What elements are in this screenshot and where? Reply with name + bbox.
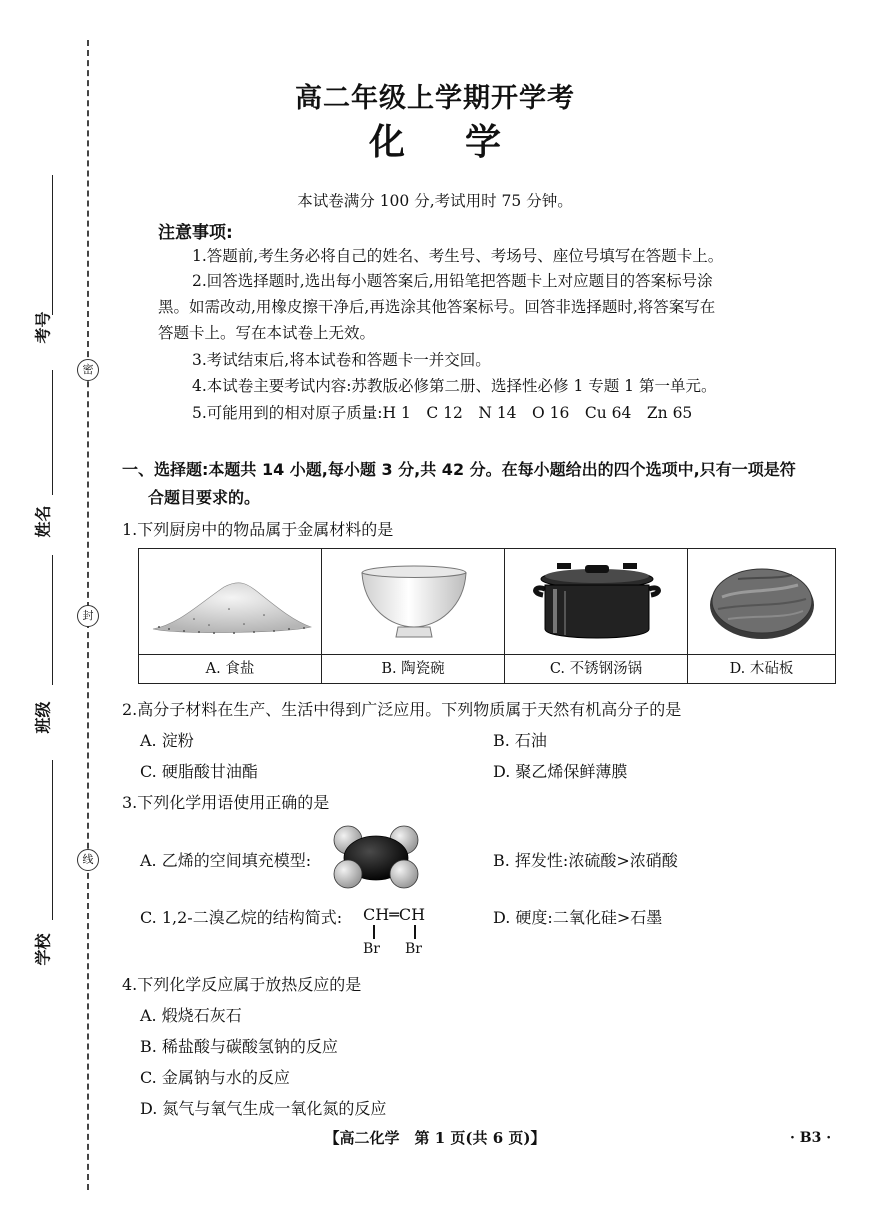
q3-bond-line-left [373,925,375,939]
steel-pot-image [505,549,687,654]
seal-circle-xian: 线 [77,849,99,871]
notice-line-4: 答题卡上。写在本试卷上无效。 [158,324,376,342]
q3-option-c-formula: CH═CH [363,905,426,924]
q2-option-d: D. 聚乙烯保鲜薄膜 [493,762,628,781]
q3-option-a: A. 乙烯的空间填充模型: [140,851,312,870]
q1-image-table [138,548,836,684]
q3-stem: 3.下列化学用语使用正确的是 [122,793,330,812]
page-code: · B3 · [790,1130,832,1146]
q3-option-c-br-left: Br [363,941,380,957]
notice-line-6: 4.本试卷主要考试内容:苏教版必修第二册、选择性必修 1 专题 1 第一单元。 [192,377,717,395]
q4-option-d: D. 氮气与氧气生成一氧化氮的反应 [140,1099,387,1118]
q3-option-c-br-right: Br [405,941,422,957]
section-heading [122,456,796,512]
name-line [52,370,53,495]
q4-option-c: C. 金属钠与水的反应 [140,1068,290,1087]
q3-option-c: C. 1,2-二溴乙烷的结构简式: [140,908,343,927]
q2-option-a: A. 淀粉 [140,731,194,750]
q2-stem: 2.高分子材料在生产、生活中得到广泛应用。下列物质属于天然有机高分子的是 [122,700,682,719]
q2-option-c: C. 硬脂酸甘油酯 [140,762,258,781]
q4-stem: 4.下列化学反应属于放热反应的是 [122,975,362,994]
q3-bond-line-right [414,925,416,939]
seal-circle-mi: 密 [77,359,99,381]
notice-line-5: 3.考试结束后,将本试卷和答题卡一并交回。 [192,351,491,369]
exam-number-label: 考号 [33,311,53,344]
school-label: 学校 [33,933,53,966]
q1-option-c-label: C. 不锈钢汤锅 [505,654,687,683]
q1-option-a-cell [139,549,322,683]
class-line [52,555,53,685]
exam-subtitle: 本试卷满分 100 分,考试用时 75 分钟。 [297,192,573,210]
wooden-board-image [688,549,835,654]
name-label: 姓名 [33,505,53,538]
ethylene-space-filling-model [328,822,424,896]
school-line [52,760,53,920]
salt-pile-image [139,549,321,654]
exam-title: 高二年级上学期开学考 [295,83,575,114]
q2-option-b: B. 石油 [493,731,547,750]
notice-heading: 注意事项: [158,223,233,243]
q1-option-b-cell [322,549,505,683]
section-heading-line-1: 一、选择题:本题共 14 小题,每小题 3 分,共 42 分。在每小题给出的四个选项中,只有一项是符 [122,460,796,479]
notice-line-7: 5.可能用到的相对原子质量:H 1 C 12 N 14 O 16 Cu 64 Zn 65 [192,404,693,422]
q1-option-a-label: A. 食盐 [139,654,321,683]
q4-option-b: B. 稀盐酸与碳酸氢钠的反应 [140,1037,338,1056]
subject-title: 化学 [368,122,561,163]
q3-option-d: D. 硬度:二氧化硅>石墨 [493,908,663,927]
q4-option-a: A. 煅烧石灰石 [140,1006,242,1025]
section-heading-line-2: 合题目要求的。 [148,488,261,507]
seal-circle-feng: 封 [77,605,99,627]
notice-line-1: 1.答题前,考生务必将自己的姓名、考生号、考场号、座位号填写在答题卡上。 [192,247,724,265]
q1-option-c-cell [505,549,688,683]
page-footer: 【高二化学 第 1 页(共 6 页)】 [324,1129,546,1147]
q1-option-b-label: B. 陶瓷碗 [322,654,504,683]
q1-stem: 1.下列厨房中的物品属于金属材料的是 [122,520,394,539]
class-label: 班级 [33,701,53,734]
ceramic-bowl-image [322,549,504,654]
notice-line-3: 黑。如需改动,用橡皮擦干净后,再选涂其他答案标号。回答非选择题时,将答案写在 [158,298,716,316]
q3-option-b: B. 挥发性:浓硫酸>浓硝酸 [493,851,678,870]
q1-option-d-label: D. 木砧板 [688,654,835,683]
q1-option-d-cell [688,549,835,683]
notice-line-2: 2.回答选择题时,选出每小题答案后,用铅笔把答题卡上对应题目的答案标号涂 [192,272,713,290]
